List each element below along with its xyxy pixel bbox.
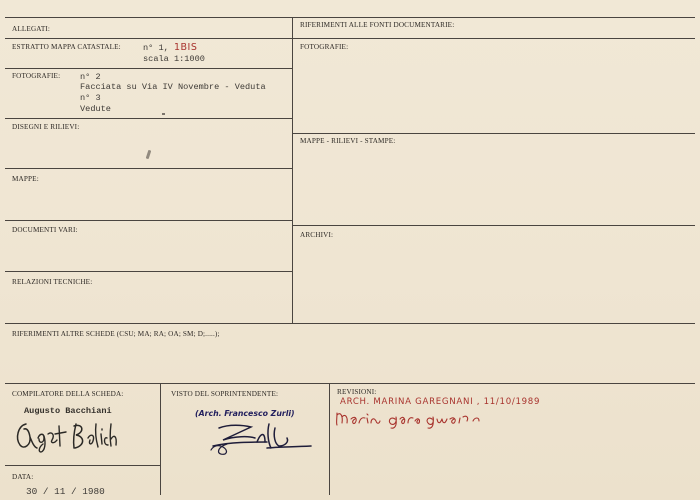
- mappe-label: MAPPE:: [12, 175, 39, 183]
- rule-left-6: [5, 271, 292, 272]
- fotografie-line-3: n° 3: [80, 93, 101, 103]
- data-value: 30 / 11 / 1980: [26, 486, 105, 497]
- rule-left-4: [5, 168, 292, 169]
- soprintendente-label: VISTO DEL SOPRINTENDENTE:: [171, 390, 279, 398]
- compilatore-name: Augusto Bacchiani: [24, 406, 112, 416]
- estratto-number-handwritten: 1BIS: [174, 42, 198, 53]
- rule-left-3: [5, 118, 292, 119]
- revisioni-label: REVISIONI:: [337, 388, 377, 396]
- soprintendente-stamp: (Arch. Francesco Zurli): [195, 409, 295, 418]
- revisioni-text: ARCH. MARINA GAREGNANI , 11/10/1989: [340, 397, 541, 407]
- riferimenti-fonti-label: RIFERIMENTI ALLE FONTI DOCUMENTARIE:: [300, 21, 455, 29]
- pencil-dot: [162, 113, 165, 115]
- rule-bottom-block: [5, 383, 695, 384]
- riferimenti-altre-schede-label: RIFERIMENTI ALTRE SCHEDE (CSU; MA; RA; OA; SM; D;.....);: [12, 330, 220, 338]
- archivi-label: ARCHIVI:: [300, 231, 334, 239]
- rule-date: [5, 465, 160, 466]
- fotografie-line-4: Vedute: [80, 104, 111, 114]
- data-label: DATA:: [12, 473, 34, 481]
- rule-top: [5, 17, 695, 18]
- fotografie-right-label: FOTOGRAFIE:: [300, 43, 349, 51]
- documenti-vari-label: DOCUMENTI VARI:: [12, 226, 78, 234]
- rule-left-1: [5, 38, 292, 39]
- rule-bottom-divider-1: [160, 383, 161, 495]
- estratto-scale: scala 1:1000: [143, 54, 205, 64]
- rule-right-3: [292, 225, 695, 226]
- rule-center-divider: [292, 17, 293, 323]
- rule-right-1: [292, 38, 695, 39]
- rule-right-2: [292, 133, 695, 134]
- rule-bottom-divider-2: [329, 383, 330, 495]
- fotografie-left-label: FOTOGRAFIE:: [12, 72, 61, 80]
- revisioni-signature: [333, 407, 493, 429]
- estratto-number: n° 1,: [143, 43, 169, 53]
- soprintendente-signature: [205, 420, 315, 458]
- fotografie-line-1: n° 2: [80, 72, 101, 82]
- allegati-label: ALLEGATI:: [12, 25, 51, 33]
- estratto-mappa-label: ESTRATTO MAPPA CATASTALE:: [12, 43, 121, 51]
- compilatore-label: COMPILATORE DELLA SCHEDA:: [12, 390, 124, 398]
- rule-left-2: [5, 68, 292, 69]
- fotografie-line-2: Facciata su Via IV Novembre - Veduta: [80, 82, 266, 92]
- rule-mid: [5, 323, 695, 324]
- pencil-mark: [146, 150, 152, 159]
- compilatore-signature: [12, 418, 127, 454]
- mappe-rilievi-stampe-label: MAPPE - RILIEVI - STAMPE:: [300, 137, 396, 145]
- relazioni-tecniche-label: RELAZIONI TECNICHE:: [12, 278, 93, 286]
- disegni-rilievi-label: DISEGNI E RILIEVI:: [12, 123, 80, 131]
- rule-left-5: [5, 220, 292, 221]
